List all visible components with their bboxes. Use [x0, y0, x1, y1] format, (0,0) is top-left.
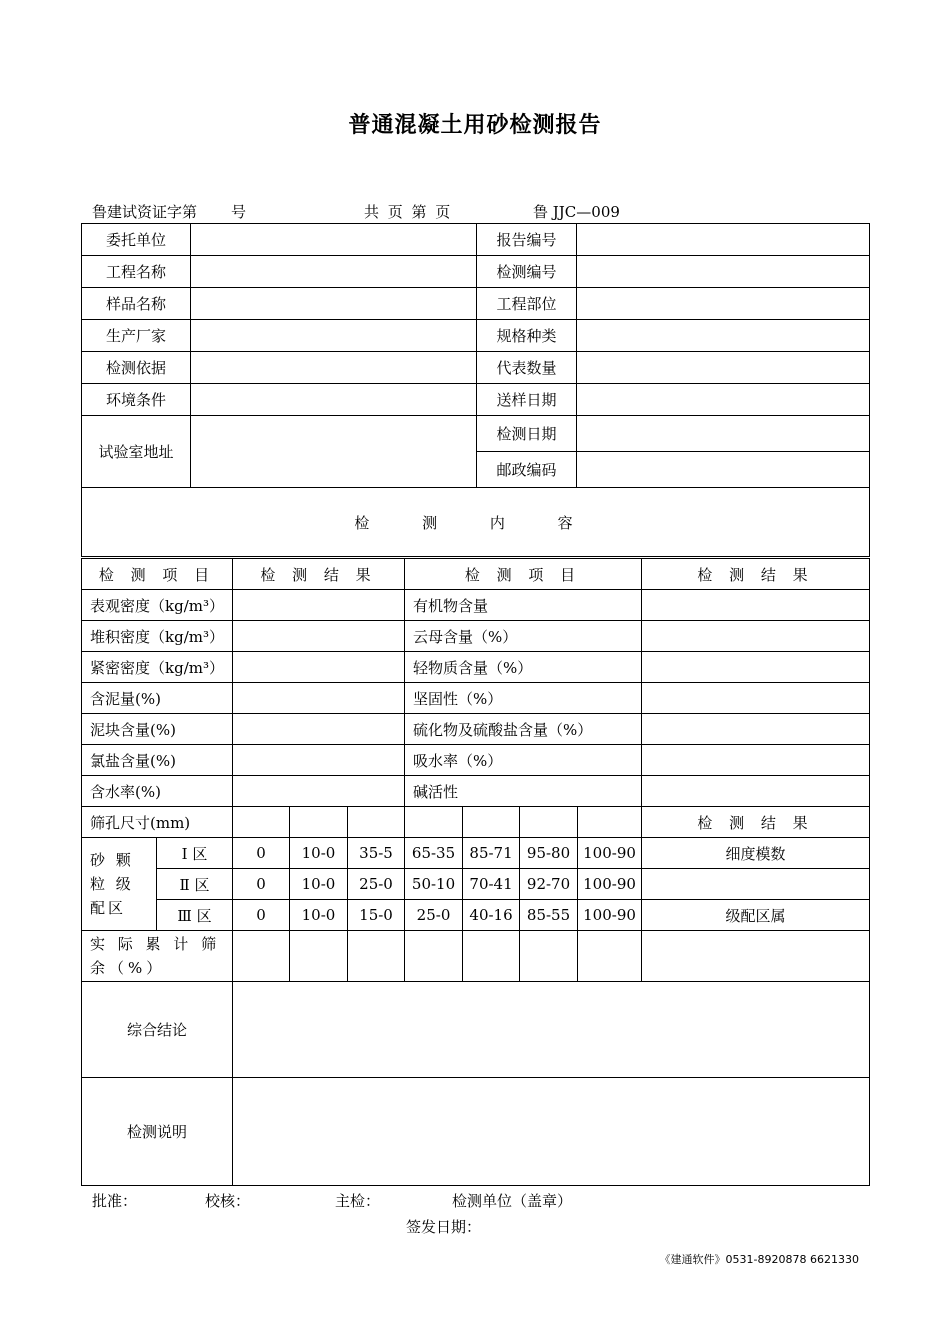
- test-item: 含泥量(%): [82, 683, 233, 714]
- info-value[interactable]: [191, 224, 477, 256]
- zone-value: 100-90: [578, 869, 642, 900]
- test-result[interactable]: [233, 776, 405, 807]
- info-label: 环境条件: [82, 384, 191, 416]
- cumulative-label: 实 际 累 计 筛 余（%）: [82, 931, 233, 982]
- test-result[interactable]: [233, 683, 405, 714]
- info-value[interactable]: [191, 384, 477, 416]
- zone-value: 0: [233, 838, 290, 869]
- info-label: 规格种类: [477, 320, 577, 352]
- info-label: 工程名称: [82, 256, 191, 288]
- sieve-size-cell[interactable]: [520, 807, 578, 838]
- info-value[interactable]: [191, 416, 477, 488]
- test-item: 吸水率（%）: [405, 745, 642, 776]
- info-label: 委托单位: [82, 224, 191, 256]
- test-result[interactable]: [642, 714, 870, 745]
- test-item: 坚固性（%）: [405, 683, 642, 714]
- form-code: 鲁 JJC—009: [533, 203, 620, 221]
- test-item: 碱活性: [405, 776, 642, 807]
- test-item: 表观密度（kg/m³）: [82, 590, 233, 621]
- col-header: 检 测 结 果: [233, 559, 405, 590]
- cumulative-cell[interactable]: [642, 931, 870, 982]
- info-value[interactable]: [577, 256, 870, 288]
- zone-value: 100-90: [578, 900, 642, 931]
- page-info: 共 页 第 页: [364, 203, 451, 221]
- test-item: 堆积密度（kg/m³）: [82, 621, 233, 652]
- info-label: 工程部位: [477, 288, 577, 320]
- info-label: 试验室地址: [82, 416, 191, 488]
- test-item: 云母含量（%）: [405, 621, 642, 652]
- test-item: 紧密密度（kg/m³）: [82, 652, 233, 683]
- test-result[interactable]: [233, 590, 405, 621]
- zone-result: 细度模数: [642, 838, 870, 869]
- software-credit: 《建通软件》0531-8920878 6621330: [659, 1253, 859, 1266]
- test-result[interactable]: [233, 621, 405, 652]
- test-result[interactable]: [642, 683, 870, 714]
- cumulative-cell[interactable]: [405, 931, 463, 982]
- unit-label: 检测单位（盖章）: [452, 1192, 573, 1210]
- zone-value: 15-0: [348, 900, 405, 931]
- col-header: 检 测 项 目: [82, 559, 233, 590]
- cumulative-cell[interactable]: [463, 931, 520, 982]
- test-result[interactable]: [642, 621, 870, 652]
- info-label: 报告编号: [477, 224, 577, 256]
- zone-value: 65-35: [405, 838, 463, 869]
- report-title: 普通混凝土用砂检测报告: [348, 113, 602, 138]
- zone-value: 0: [233, 900, 290, 931]
- info-value[interactable]: [191, 256, 477, 288]
- zone-value: 40-16: [463, 900, 520, 931]
- info-label: 检测依据: [82, 352, 191, 384]
- zone-value: 70-41: [463, 869, 520, 900]
- info-label: 样品名称: [82, 288, 191, 320]
- info-label: 送样日期: [477, 384, 577, 416]
- zone-result: 级配区属: [642, 900, 870, 931]
- info-value[interactable]: [191, 288, 477, 320]
- review-label: 校核：: [205, 1192, 251, 1210]
- zone-value: 35-5: [348, 838, 405, 869]
- cumulative-cell[interactable]: [348, 931, 405, 982]
- info-value[interactable]: [191, 320, 477, 352]
- test-item: 有机物含量: [405, 590, 642, 621]
- info-label: 检测日期: [477, 416, 577, 452]
- sieve-size-cell[interactable]: [463, 807, 520, 838]
- zone-value: 85-71: [463, 838, 520, 869]
- zone-value: 92-70: [520, 869, 578, 900]
- results-table: [81, 558, 870, 1186]
- zone-value: 85-55: [520, 900, 578, 931]
- info-value[interactable]: [577, 384, 870, 416]
- conclusion-label: 综合结论: [82, 982, 233, 1078]
- zone-label: Ⅱ 区: [157, 869, 233, 900]
- sieve-size-cell[interactable]: [233, 807, 290, 838]
- cumulative-cell[interactable]: [520, 931, 578, 982]
- zone-result[interactable]: [642, 869, 870, 900]
- test-result[interactable]: [233, 745, 405, 776]
- test-result[interactable]: [233, 714, 405, 745]
- issue-date-label: 签发日期：: [406, 1218, 482, 1236]
- zone-value: 100-90: [578, 838, 642, 869]
- cert-prefix: 鲁建试资证字第: [92, 203, 198, 221]
- test-result[interactable]: [642, 652, 870, 683]
- grading-result-header: 检 测 结 果: [642, 807, 870, 838]
- col-header: 检 测 结 果: [642, 559, 870, 590]
- approve-label: 批准：: [92, 1192, 138, 1210]
- sieve-size-cell[interactable]: [578, 807, 642, 838]
- info-label: 代表数量: [477, 352, 577, 384]
- zone-label: Ⅰ 区: [157, 838, 233, 869]
- info-label: 检测编号: [477, 256, 577, 288]
- test-item: 泥块含量(%): [82, 714, 233, 745]
- zone-value: 25-0: [405, 900, 463, 931]
- info-value[interactable]: [577, 224, 870, 256]
- grading-group-label: 砂 颗 粒 级配区: [82, 838, 157, 931]
- zone-value: 50-10: [405, 869, 463, 900]
- info-value[interactable]: [577, 452, 870, 488]
- info-value[interactable]: [577, 320, 870, 352]
- zone-value: 95-80: [520, 838, 578, 869]
- cert-suffix: 号: [231, 203, 247, 221]
- col-header: 检 测 项 目: [405, 559, 642, 590]
- zone-value: 10-0: [290, 900, 348, 931]
- zone-value: 0: [233, 869, 290, 900]
- info-value[interactable]: [577, 416, 870, 452]
- content-title: 检 测 内 容: [82, 488, 870, 557]
- info-label: 邮政编码: [477, 452, 577, 488]
- sieve-size-cell[interactable]: [405, 807, 463, 838]
- info-value[interactable]: [191, 352, 477, 384]
- chief-label: 主检：: [335, 1192, 381, 1210]
- zone-label: Ⅲ 区: [157, 900, 233, 931]
- test-result[interactable]: [642, 745, 870, 776]
- zone-value: 25-0: [348, 869, 405, 900]
- test-item: 硫化物及硫酸盐含量（%）: [405, 714, 642, 745]
- test-result[interactable]: [642, 776, 870, 807]
- zone-value: 10-0: [290, 838, 348, 869]
- notes-label: 检测说明: [82, 1078, 233, 1186]
- cumulative-cell[interactable]: [290, 931, 348, 982]
- test-item: 氯盐含量(%): [82, 745, 233, 776]
- cumulative-cell[interactable]: [233, 931, 290, 982]
- info-table: [81, 223, 870, 557]
- sieve-size-cell[interactable]: [290, 807, 348, 838]
- test-item: 轻物质含量（%）: [405, 652, 642, 683]
- test-item: 含水率(%): [82, 776, 233, 807]
- info-value[interactable]: [577, 288, 870, 320]
- cumulative-cell[interactable]: [578, 931, 642, 982]
- conclusion-value[interactable]: [233, 982, 870, 1078]
- notes-value[interactable]: [233, 1078, 870, 1186]
- zone-value: 10-0: [290, 869, 348, 900]
- test-result[interactable]: [233, 652, 405, 683]
- info-label: 生产厂家: [82, 320, 191, 352]
- info-value[interactable]: [577, 352, 870, 384]
- test-result[interactable]: [642, 590, 870, 621]
- sieve-size-cell[interactable]: [348, 807, 405, 838]
- sieve-label: 筛孔尺寸(mm): [82, 807, 233, 838]
